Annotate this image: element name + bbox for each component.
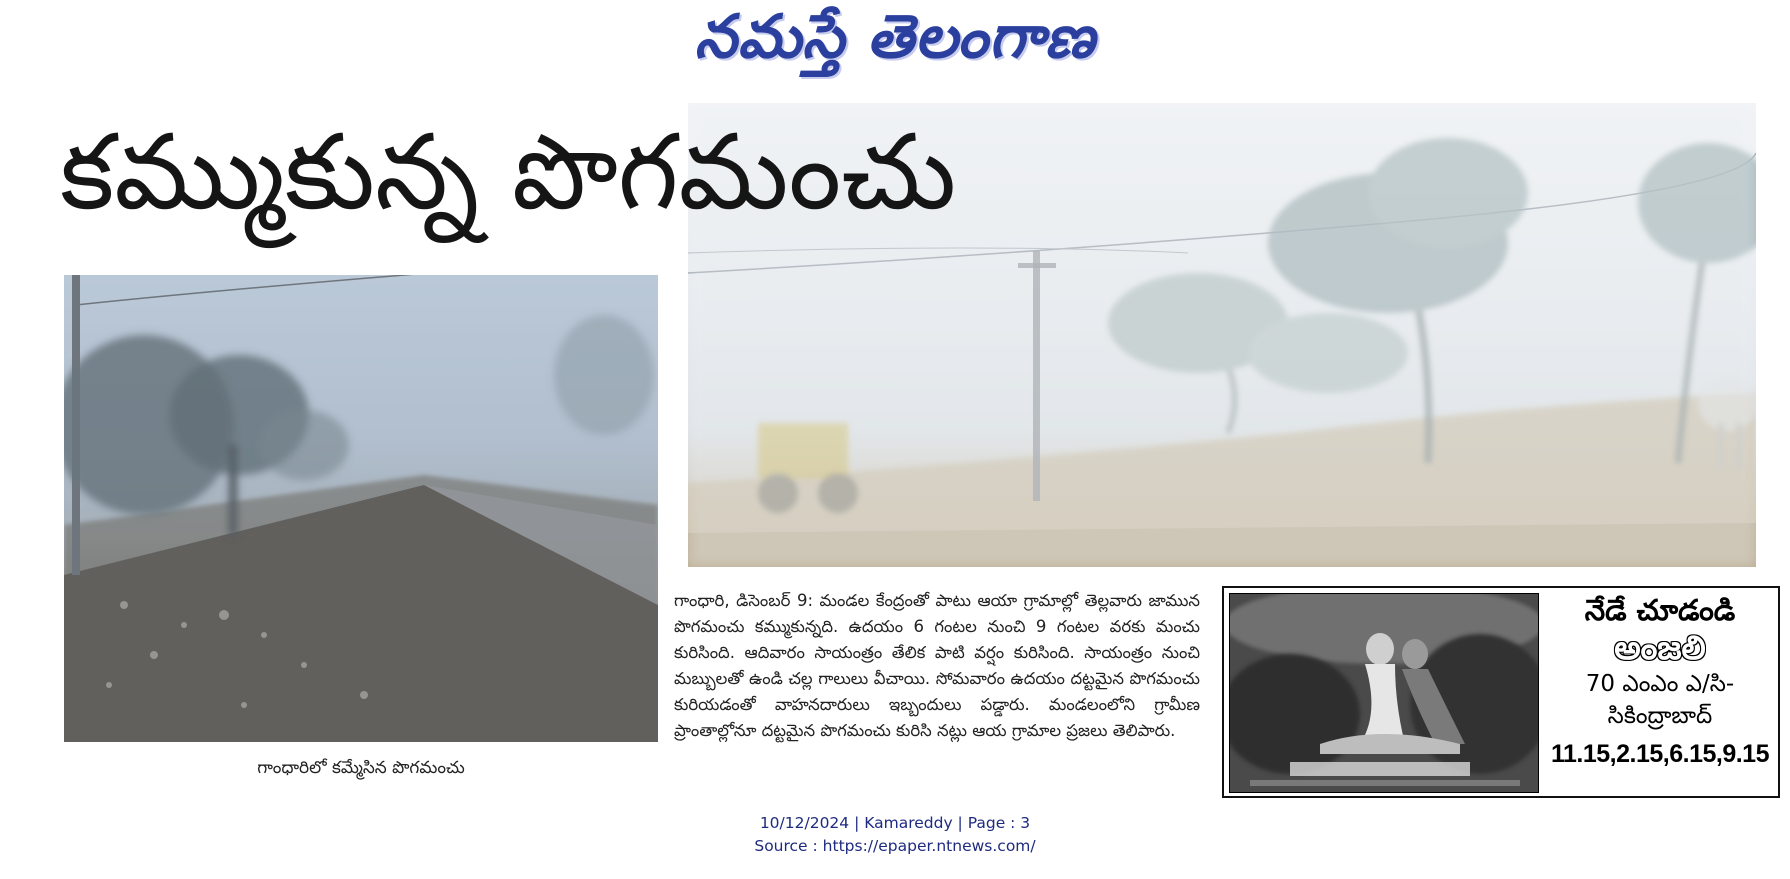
ad-location: సికింద్రాబాద్ [1607,703,1713,729]
article-body: గాంధారి, డిసెంబర్ 9: మండల కేంద్రంతో పాటు ఆయా గ్రామాల్లో తెల్లవారు జామున పొగమంచు కమ్ముకున్నది. ఉదయం 6 గంటల నుంచి 9 గంటల వరకు మంచు కురిసింది. ఆదివారం సాయంత్రం తేలిక పాటి వర్షం కురిసింది. సాయంత్రం నుంచి మబ్బులతో ఉండి చల్ల గాలులు వీచాయి. సోమవారం ఉదయం దట్టమైన పొగమంచు కురియడంతో వాహనదారులు ఇబ్బందులు పడ్డారు. మండలంలోని గ్రామీణ ప్రాంతాల్లోనూ దట్టమైన పొగమంచు కురిసి నట్లు ఆయ గ్రామాల ప్రజలు తెలిపారు. [674,591,1200,740]
photo-caption: గాంధారిలో కమ్మేసిన పొగమంచు [257,758,465,778]
footer-dateline: 10/12/2024 | Kamareddy | Page : 3 [759,814,1031,832]
movie-poster-image [1229,593,1539,793]
ad-movie-title: అంజలి [1614,628,1706,667]
movie-poster-drawing [1230,594,1538,792]
footer-source: Source : https://epaper.ntnews.com/ [754,837,1036,855]
fog-village-photo-drawing [64,275,658,742]
fog-village-photo [64,275,658,742]
ad-details [1542,588,1778,796]
page-footer [0,812,1790,858]
newspaper-masthead: నమస్తే తెలంగాణ [694,2,1096,72]
ad-showtimes: 11.15,2.15,6.15,9.15 [1551,740,1769,768]
headline: కమ్ముకున్న పొగమంచు [60,111,957,233]
movie-advertisement [1222,586,1780,798]
ad-theatre: 70 ఎంఎం ఎ/సి- [1585,671,1735,697]
ad-headline: నేడే చూడండి [1584,593,1736,627]
